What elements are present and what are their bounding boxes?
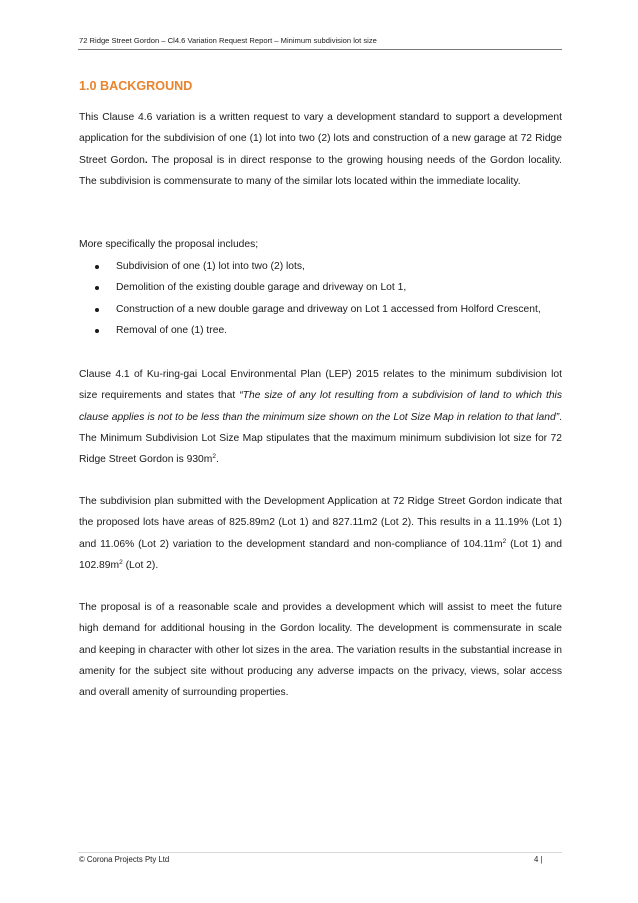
intro-text-continued: The proposal is in direct response to the growing housing needs of the Gordon locality. The subdivision is commensurate to many of the similar lots located within the immediate locality. bbox=[79, 154, 562, 187]
bullet-icon bbox=[95, 286, 99, 290]
page-header: 72 Ridge Street Gordon – Cl4.6 Variation Request Report – Minimum subdivision lot size bbox=[79, 36, 377, 45]
header-divider bbox=[78, 49, 562, 50]
list-item-text: Subdivision of one (1) lot into two (2) lots, bbox=[116, 261, 305, 272]
bullet-icon bbox=[95, 265, 99, 269]
bullet-icon bbox=[95, 308, 99, 312]
superscript: 2 bbox=[502, 537, 507, 545]
page-number: 4 | bbox=[534, 855, 543, 864]
clause-quote: “The size of any lot resulting from a subdivision of land to which this clause applies is not to be less than the minimum size shown on the Lot Size Map in relation to that land” bbox=[79, 390, 562, 423]
lot-areas-paragraph bbox=[79, 491, 562, 576]
list-item bbox=[79, 256, 562, 277]
list-item-text: Removal of one (1) tree. bbox=[116, 324, 228, 336]
lot-areas-text-3: (Lot 2). bbox=[122, 559, 159, 571]
bullet-icon bbox=[95, 329, 99, 333]
clause-period: . bbox=[215, 454, 219, 466]
list-item bbox=[79, 320, 562, 341]
clause-text: Clause 4.1 of Ku-ring-gai Local Environmental Plan (LEP) 2015 relates to the minimum subdivision lot size requirements and states that bbox=[79, 369, 562, 402]
list-item-text: Construction of a new double garage and driveway on Lot 1 accessed from Holford Crescent, bbox=[116, 303, 541, 315]
list-item bbox=[79, 299, 562, 320]
intro-period: . bbox=[144, 154, 148, 166]
conclusion-paragraph: The proposal is of a reasonable scale and provides a development which will assist to meet the future high demand for additional housing in the Gordon locality. The development is commensurate in scale and keeping in character with other lot sizes in the area. The variation results in the substantial increase in amenity for the subject site without producing any adverse impacts on the privacy, views, solar access and overall amenity of surrounding properties. bbox=[79, 602, 562, 699]
list-item bbox=[79, 277, 562, 298]
intro-text: This Clause 4.6 variation is a written request to vary a development standard to support a development application for the subdivision of one (1) lot into two (2) lots and construction of a new garage at 72 Ridge Street Gordon bbox=[79, 112, 562, 166]
clause-paragraph bbox=[79, 364, 562, 470]
footer-divider bbox=[78, 852, 562, 853]
proposal-list bbox=[79, 256, 562, 341]
clause-text-continued: . The Minimum Subdivision Lot Size Map stipulates that the maximum minimum subdivision lot size for 72 Ridge Street Gordon is 930m bbox=[79, 411, 562, 466]
proposal-intro: More specifically the proposal includes; bbox=[79, 239, 259, 250]
intro-paragraph bbox=[79, 107, 562, 192]
lot-areas-text-2: (Lot 1) and 102.89m bbox=[79, 538, 562, 571]
superscript: 2 bbox=[119, 558, 123, 566]
superscript: 2 bbox=[212, 453, 216, 461]
footer-company: © Corona Projects Pty Ltd bbox=[79, 855, 170, 864]
lot-areas-text: The subdivision plan submitted with the Development Application at 72 Ridge Street Gordon indicate that the proposed lots have areas of 825.89m2 (Lot 1) and 827.11m2 (Lot 2). This results in a 11.19% (Lot 1) and 11.06% (Lot 2) variation to the development standard and non-compliance of 104.11m bbox=[79, 496, 562, 550]
section-heading: 1.0 BACKGROUND bbox=[79, 79, 193, 93]
list-item-text: Demolition of the existing double garage and driveway on Lot 1, bbox=[116, 282, 407, 294]
